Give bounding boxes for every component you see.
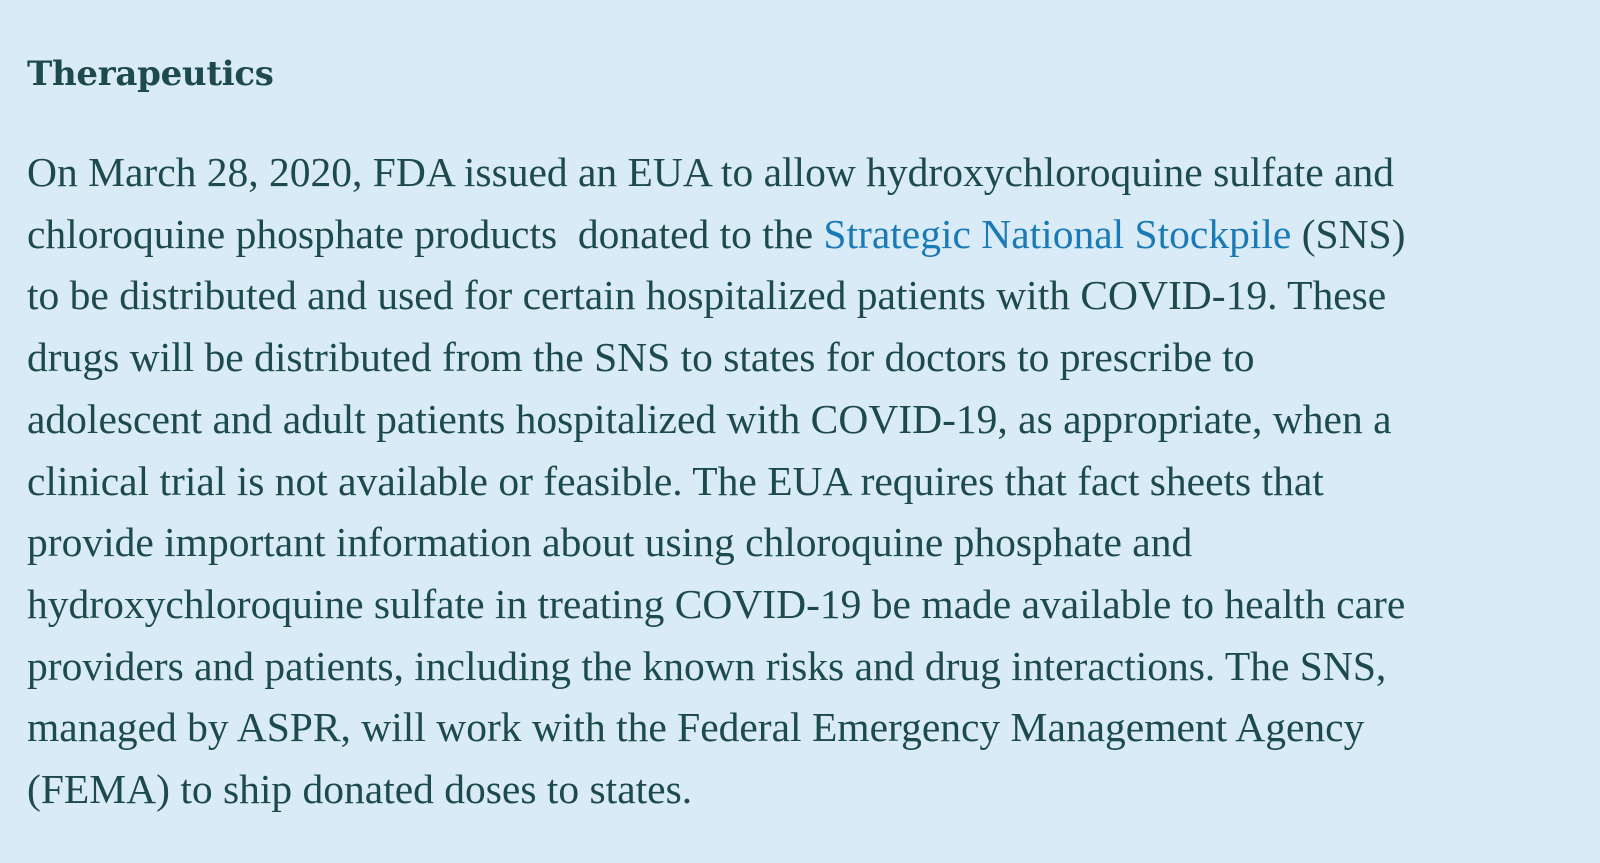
paragraph-line: to be distributed and used for certain hospitalized patients with COVID-19. These [27, 272, 1387, 319]
paragraph-line: adolescent and adult patients hospitalized with COVID-19, as appropriate, when a [27, 395, 1392, 442]
section-heading: Therapeutics [27, 54, 274, 94]
paragraph-line: managed by ASPR, will work with the Federal Emergency Management Agency [27, 704, 1365, 751]
paragraph-line: providers and patients, including the known risks and drug interactions. The SNS, [27, 642, 1387, 689]
paragraph-text: chloroquine phosphate products donated to the [27, 210, 824, 257]
paragraph-line: hydroxychloroquine sulfate in treating COVID-19 be made available to health care [27, 580, 1406, 627]
paragraph-line: provide important information about using chloroquine phosphate and [27, 519, 1193, 566]
paragraph-line-with-link [27, 204, 1570, 266]
paragraph-line: On March 28, 2020, FDA issued an EUA to allow hydroxychloroquine sulfate and [27, 149, 1394, 195]
paragraph-line: clinical trial is not available or feasible. The EUA requires that fact sheets that [27, 457, 1324, 504]
therapeutics-paragraph [27, 142, 1570, 821]
paragraph-line: (FEMA) to ship donated doses to states. [27, 766, 693, 813]
strategic-national-stockpile-link[interactable]: Strategic National Stockpile [823, 210, 1292, 257]
paragraph-line: drugs will be distributed from the SNS to states for doctors to prescribe to [27, 334, 1255, 381]
paragraph-text: (SNS) [1291, 210, 1406, 257]
